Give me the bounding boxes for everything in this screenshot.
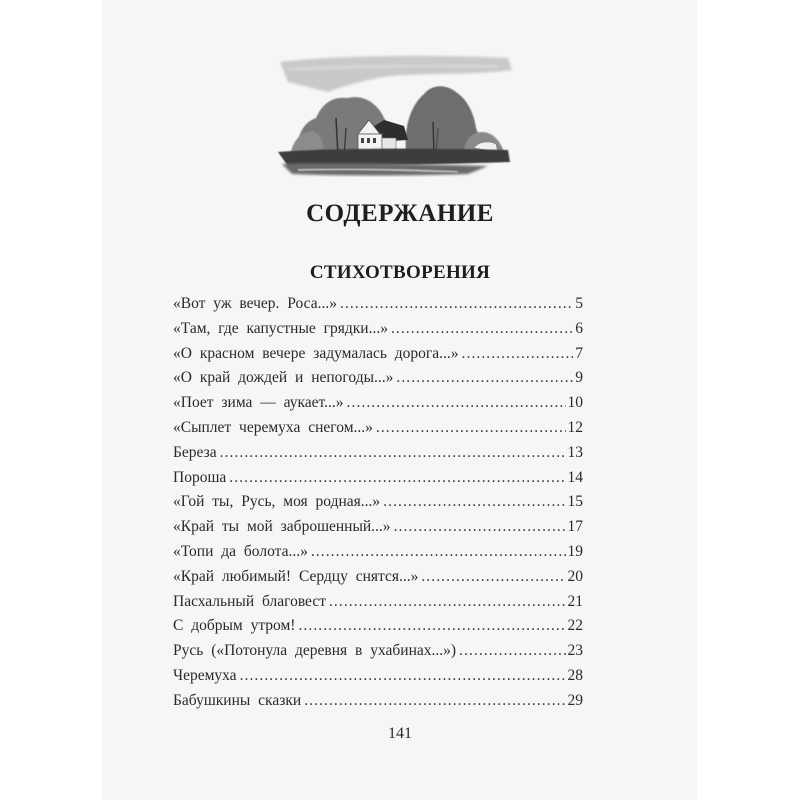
- toc-row[interactable]: [173, 466, 583, 491]
- dot-leader: [459, 639, 565, 664]
- toc-page-number: 15: [567, 493, 583, 511]
- dot-leader: [229, 466, 565, 491]
- toc-entry-title: Бабушкины сказки: [173, 691, 302, 709]
- dot-leader: [396, 366, 573, 391]
- toc-entry-title: «Вот уж вечер. Роса...»: [173, 295, 338, 312]
- dot-leader: [347, 391, 566, 416]
- dot-leader: [391, 317, 573, 342]
- section-heading-poems: СТИХОТВОРЕНИЯ: [309, 262, 491, 283]
- toc-row[interactable]: [173, 689, 583, 714]
- toc-row[interactable]: [173, 490, 583, 515]
- toc-page-number: 29: [567, 691, 583, 709]
- toc-page-number: 28: [567, 666, 583, 684]
- dot-leader: [376, 416, 566, 441]
- toc-page-number: 9: [575, 369, 583, 387]
- toc-row[interactable]: [173, 540, 583, 565]
- dot-leader: [220, 441, 566, 466]
- toc-row[interactable]: [173, 639, 583, 664]
- toc-page-number: 17: [567, 518, 583, 536]
- dot-leader: [329, 590, 566, 615]
- toc-row[interactable]: [173, 590, 583, 615]
- toc-entry-title: Черемуха: [173, 666, 237, 684]
- toc-page-number: 10: [567, 394, 583, 412]
- toc-row[interactable]: [173, 391, 583, 416]
- dot-leader: [462, 342, 574, 367]
- toc-row[interactable]: [173, 317, 583, 342]
- toc-entry-title: «Гой ты, Русь, моя родная...»: [173, 493, 381, 511]
- toc-entry-title: «О красном вечере задумалась дорога...»: [173, 344, 459, 362]
- toc-entry-title: «Край ты мой заброшенный...»: [173, 518, 391, 536]
- toc-row[interactable]: [173, 515, 583, 540]
- toc-page-number: 21: [567, 592, 583, 610]
- toc-row[interactable]: [173, 416, 583, 441]
- toc-entry-title: «Поет зима — аукает...»: [173, 394, 344, 412]
- dot-leader: [240, 664, 566, 689]
- toc-entry-title: «Сыплет черемуха снегом...»: [173, 418, 373, 436]
- page-number-folio: 141: [388, 725, 412, 742]
- dot-leader: [311, 540, 566, 565]
- toc-page-number: 12: [567, 418, 583, 436]
- toc-page-number: 13: [567, 443, 583, 461]
- toc-row[interactable]: [173, 565, 583, 590]
- toc-row[interactable]: [173, 441, 583, 466]
- dot-leader: [340, 292, 573, 317]
- dot-leader: [383, 490, 565, 515]
- landscape-illustration: [268, 48, 534, 178]
- contents-heading: СОДЕРЖАНИЕ: [306, 200, 494, 227]
- toc-entry-title: «Топи да болота...»: [173, 542, 308, 560]
- toc-row[interactable]: [173, 664, 583, 689]
- toc-page-number: 22: [567, 617, 583, 635]
- toc-page-number: 23: [567, 642, 583, 660]
- toc-page-number: 19: [567, 542, 583, 560]
- toc-entry-title: «О край дождей и непогоды...»: [173, 369, 394, 387]
- toc-row[interactable]: [173, 614, 583, 639]
- toc-row[interactable]: [173, 366, 583, 391]
- toc-page-number: 6: [575, 319, 583, 337]
- dot-leader: [421, 565, 565, 590]
- toc-entry-title: Пороша: [173, 468, 227, 486]
- toc-page-number: 20: [567, 567, 583, 585]
- table-of-contents: [173, 292, 583, 714]
- toc-entry-title: С добрым утром!: [173, 617, 296, 635]
- toc-row[interactable]: [173, 342, 583, 367]
- dot-leader: [304, 689, 565, 714]
- toc-row[interactable]: [173, 292, 583, 317]
- toc-page-number: 5: [575, 295, 583, 312]
- toc-entry-title: «Край любимый! Сердцу снятся...»: [173, 567, 419, 585]
- toc-entry-title: «Там, где капустные грядки...»: [173, 319, 388, 337]
- dot-leader: [394, 515, 566, 540]
- toc-page-number: 7: [575, 344, 583, 362]
- toc-entry-title: Береза: [173, 443, 217, 461]
- toc-page-number: 14: [567, 468, 583, 486]
- toc-entry-title: Пасхальный благовест: [173, 592, 326, 610]
- dot-leader: [298, 614, 565, 639]
- toc-entry-title: Русь («Потонула деревня в ухабинах...»): [173, 642, 457, 660]
